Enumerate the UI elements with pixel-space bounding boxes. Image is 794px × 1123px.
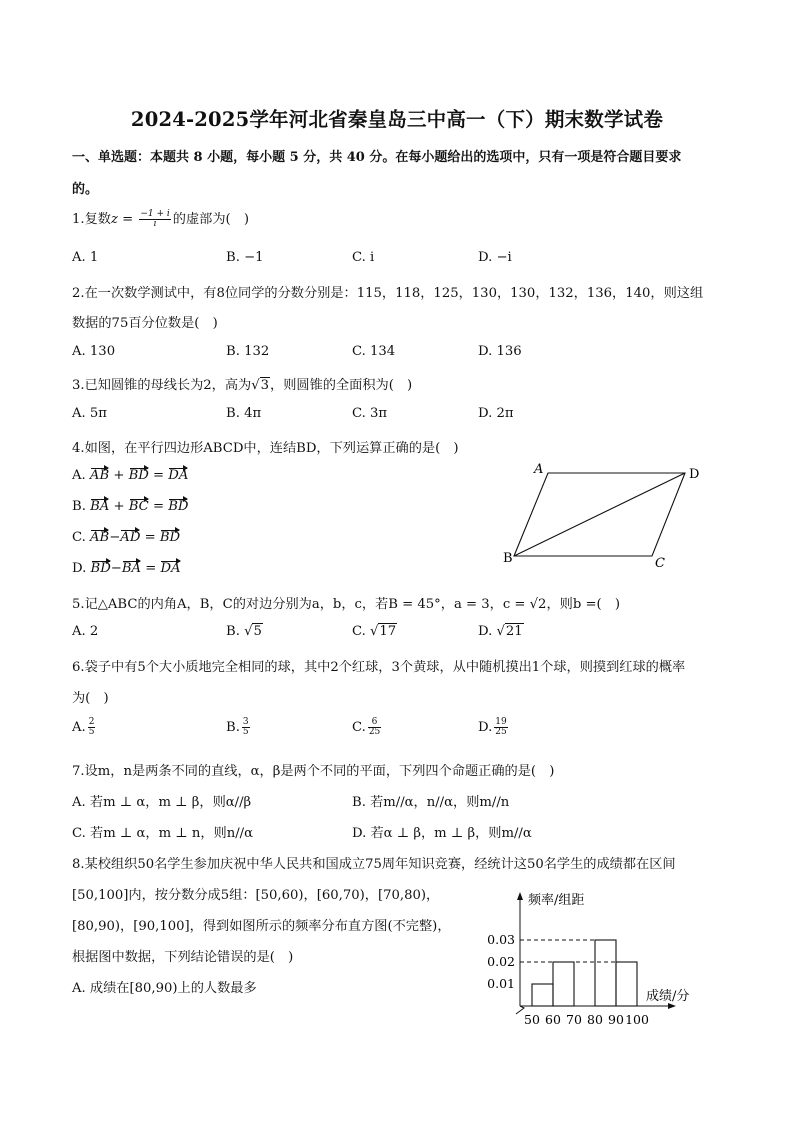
q6-option-a: A. $\frac{2}{5}$ bbox=[72, 717, 95, 737]
q5-option-c: C. √17 bbox=[352, 624, 397, 639]
q4-option-a: A. AB + BD = DA bbox=[72, 468, 189, 483]
q7-option-d: D. 若α ⊥ β，m ⊥ β，则m//α bbox=[352, 826, 532, 841]
question-2: 2.在一次数学测试中，有8位同学的分数分别是：115，118，125，130，130，132，136，140，则这组 bbox=[72, 286, 704, 301]
question-3: 3.已知圆锥的母线长为2，高为√3，则圆锥的全面积为( ) bbox=[72, 378, 413, 393]
question-8-cont-2: [80,90)，[90,100]，得到如图所示的频率分布直方图(不完整)， bbox=[72, 919, 451, 934]
q6-option-c: C. $\frac{6}{25}$ bbox=[352, 717, 381, 737]
y-tick-label: 0.03 bbox=[487, 932, 515, 947]
q8-option-a: A. 成绩在[80,90)上的人数最多 bbox=[72, 981, 257, 996]
x-tick-label: 70 bbox=[566, 1012, 582, 1027]
q1-option-d: D. −i bbox=[478, 250, 512, 265]
y-tick-label: 0.01 bbox=[487, 976, 515, 991]
q2-option-a: A. 130 bbox=[72, 344, 116, 359]
q5-option-d: D. √21 bbox=[478, 624, 523, 639]
q7-option-c: C. 若m ⊥ α，m ⊥ n，则n//α bbox=[72, 826, 254, 841]
q4-option-d: D. BD−BA = DA bbox=[72, 561, 181, 576]
histogram-bar bbox=[616, 962, 637, 1006]
q2-option-d: D. 136 bbox=[478, 344, 522, 359]
page-title: 2024-2025学年河北省秦皇岛三中高一（下）期末数学试卷 bbox=[130, 108, 664, 131]
q7-option-a: A. 若m ⊥ α，m ⊥ β，则α//β bbox=[72, 795, 252, 810]
x-tick-label: 100 bbox=[625, 1012, 649, 1027]
question-6-cont: 为( ) bbox=[72, 691, 109, 706]
q4-option-b: B. BA + BC = BD bbox=[72, 499, 189, 514]
question-5: 5.记△ABC的内角A，B，C的对边分别为a，b，c，若B = 45°，a = 3，c = √2，则b =( ) bbox=[72, 597, 620, 612]
vertex-label-b: B bbox=[503, 551, 513, 566]
vertex-label-d: D bbox=[689, 467, 700, 482]
y-tick-label: 0.02 bbox=[487, 954, 515, 969]
q7-option-b: B. 若m//α，n//α，则m//n bbox=[352, 795, 510, 810]
sqrt: √3 bbox=[251, 378, 270, 393]
question-8-cont-1: [50,100]内，按分数分成5组：[50,60)，[60,70)，[70,80)， bbox=[72, 888, 440, 903]
question-8: 8.某校组织50名学生参加庆祝中华人民共和国成立75周年知识竞赛，经统计这50名学生的成绩都在区间 bbox=[72, 857, 676, 872]
x-tick-label: 50 bbox=[524, 1012, 540, 1027]
vertex-label-c: C bbox=[655, 556, 665, 571]
q3-option-d: D. 2π bbox=[478, 406, 514, 421]
q6-option-b: B. $\frac{3}{5}$ bbox=[226, 717, 249, 737]
x-axis-label: 成绩/分 bbox=[646, 989, 690, 1004]
q5-option-a: A. 2 bbox=[72, 624, 99, 639]
vertex-label-a: A bbox=[534, 462, 544, 477]
y-axis-arrow bbox=[517, 892, 523, 900]
histogram-bar bbox=[532, 984, 553, 1006]
x-tick-label: 80 bbox=[587, 1012, 603, 1027]
q3-option-b: B. 4π bbox=[226, 406, 262, 421]
q5-option-b: B. √5 bbox=[226, 624, 262, 639]
frequency-histogram bbox=[480, 888, 710, 1033]
q3-option-a: A. 5π bbox=[72, 406, 107, 421]
histogram-bar bbox=[553, 962, 574, 1006]
q3-option-c: C. 3π bbox=[352, 406, 388, 421]
q1-option-c: C. i bbox=[352, 250, 375, 265]
axis-break-mark bbox=[516, 1006, 524, 1014]
q1-option-a: A. 1 bbox=[72, 250, 99, 265]
y-axis-label: 频率/组距 bbox=[528, 893, 585, 908]
section-heading: 一、单选题：本题共 8 小题，每小题 5 分，共 40 分。在每小题给出的选项中，只有一项是符合题目要求 bbox=[72, 150, 682, 165]
question-8-cont-3: 根据图中数据，下列结论错误的是( ) bbox=[72, 950, 294, 965]
x-tick-label: 60 bbox=[545, 1012, 561, 1027]
parallelogram-figure bbox=[500, 458, 715, 573]
histogram-bar bbox=[595, 940, 616, 1006]
section-heading-cont: 的。 bbox=[72, 182, 99, 197]
question-1: 1.复数z = $\frac{-1 + i}{i}$ 的虚部为( ) bbox=[72, 209, 250, 229]
q2-option-c: C. 134 bbox=[352, 344, 396, 359]
question-2-cont: 数据的75百分位数是( ) bbox=[72, 316, 218, 331]
question-7: 7.设m，n是两条不同的直线，α，β是两个不同的平面，下列四个命题正确的是( ) bbox=[72, 764, 555, 779]
fraction: $\frac{-1 + i}{i}$ bbox=[140, 209, 170, 229]
x-tick-label: 90 bbox=[608, 1012, 624, 1027]
q6-option-d: D. $\frac{19}{25}$ bbox=[478, 717, 507, 737]
diagonal-bd bbox=[514, 473, 685, 556]
question-4: 4.如图，在平行四边形ABCD中，连结BD，下列运算正确的是( ) bbox=[72, 441, 459, 456]
q2-option-b: B. 132 bbox=[226, 344, 270, 359]
question-6: 6.袋子中有5个大小质地完全相同的球，其中2个红球，3个黄球，从中随机摸出1个球，则摸到红球的概率 bbox=[72, 660, 686, 675]
q4-option-c: C. AB−AD = BD bbox=[72, 530, 181, 545]
q1-option-b: B. −1 bbox=[226, 250, 264, 265]
